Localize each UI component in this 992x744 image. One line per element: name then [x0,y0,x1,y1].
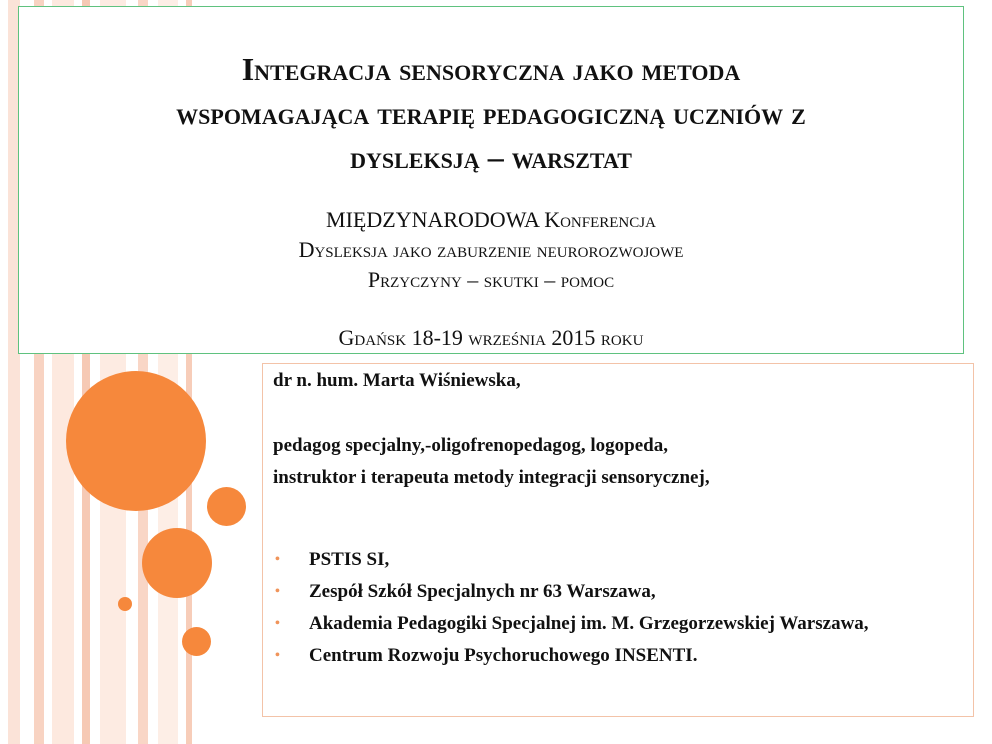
role-line: pedagog specjalny,-oligofrenopedagog, logopeda, [273,435,668,456]
conference-theme: Dysleksja jako zaburzenie neurorozwojowe [298,237,684,262]
bullet-icon: • [275,552,280,567]
affiliation-text: PSTIS SI, [309,549,390,570]
list-item [273,646,953,666]
author-name: dr n. hum. Marta Wiśniewska, [273,370,521,391]
affiliation-text: Zespół Szkół Specjalnych nr 63 Warszawa, [309,581,656,602]
conference-subtheme: Przyczyny – skutki – pomoc [367,267,615,292]
list-item [273,582,953,602]
author-role [273,430,710,494]
list-item [273,550,953,570]
bullet-icon: • [275,648,280,663]
decorative-circle-small [182,627,211,656]
title-line: wspomagająca terapię pedagogiczną uczniów z [176,95,806,131]
slide-title [39,47,943,179]
title-line: dysleksją – warsztat [350,139,632,175]
decorative-circle-medium [142,528,212,598]
decorative-circle-tiny [118,597,132,611]
affiliation-list [273,550,953,678]
role-line: instruktor i terapeuta metody integracji sensorycznej, [273,467,710,488]
title-box [18,6,964,354]
affiliation-text: Centrum Rozwoju Psychoruchowego INSENTI. [309,645,698,666]
list-item [273,614,953,634]
title-line: Integracja sensoryczna jako metoda [241,51,741,87]
content-box [262,363,974,717]
decorative-circle-large [66,371,206,511]
conference-date: Gdańsk 18-19 września 2015 roku [338,325,644,350]
affiliation-text: Akademia Pedagogiki Specjalnej im. M. Grzegorzewskiej Warszawa, [309,613,869,634]
bullet-icon: • [275,584,280,599]
bullet-icon: • [275,616,280,631]
conference-name: MIĘDZYNARODOWA Konferencja [326,207,656,232]
decorative-circle-small [207,487,246,526]
